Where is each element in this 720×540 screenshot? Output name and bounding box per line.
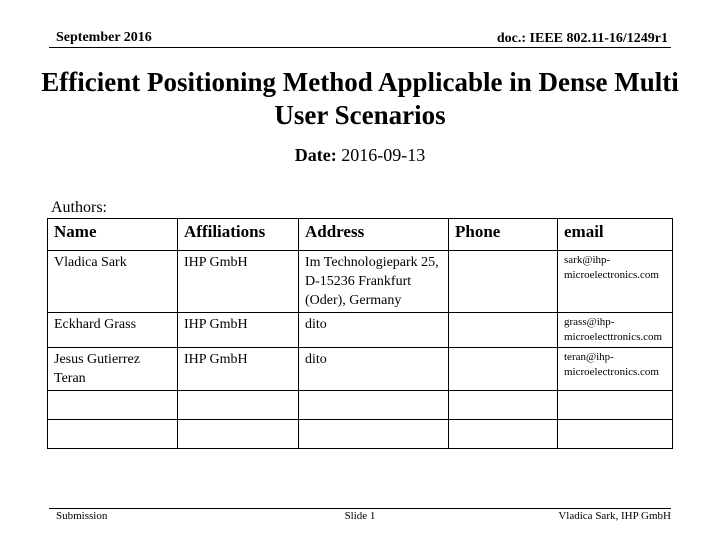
cell-name (48, 391, 178, 420)
cell-phone (449, 251, 558, 313)
cell-email (558, 391, 673, 420)
cell-email: grass@ihp-microelecttronics.com (558, 313, 673, 348)
header-phone: Phone (449, 219, 558, 251)
cell-address: dito (299, 313, 449, 348)
cell-name: Eckhard Grass (48, 313, 178, 348)
cell-affiliation: IHP GmbH (178, 251, 299, 313)
footer-submission: Submission (56, 510, 108, 522)
cell-name: Jesus Gutierrez Teran (48, 348, 178, 391)
header-date: September 2016 (56, 30, 152, 45)
cell-affiliation (178, 420, 299, 449)
date-line (0, 145, 720, 166)
header-divider (49, 47, 671, 48)
cell-email: teran@ihp-microelectronics.com (558, 348, 673, 391)
cell-address (299, 420, 449, 449)
header-doc-id: doc.: IEEE 802.11-16/1249r1 (496, 31, 668, 46)
cell-address: dito (299, 348, 449, 391)
header-name: Name (48, 219, 178, 251)
table-row (48, 313, 673, 348)
cell-name: Vladica Sark (48, 251, 178, 313)
cell-email (558, 420, 673, 449)
footer-author: Vladica Sark, IHP GmbH (558, 510, 671, 522)
header-affiliations: Affiliations (178, 219, 299, 251)
footer-divider (49, 508, 671, 509)
table-row-empty (48, 391, 673, 420)
footer-slide-number: Slide 1 (344, 510, 376, 522)
header-email: email (558, 219, 673, 251)
table-header-row (48, 219, 673, 251)
cell-affiliation: IHP GmbH (178, 348, 299, 391)
authors-table (47, 218, 673, 449)
date-value: 2016-09-13 (341, 145, 426, 165)
cell-email: sark@ihp-microelectronics.com (558, 251, 673, 313)
header-address: Address (299, 219, 449, 251)
cell-name (48, 420, 178, 449)
table-row (48, 348, 673, 391)
cell-phone (449, 348, 558, 391)
cell-affiliation: IHP GmbH (178, 313, 299, 348)
authors-label: Authors: (51, 199, 107, 216)
table-row-empty (48, 420, 673, 449)
cell-phone (449, 391, 558, 420)
date-label: Date: (294, 145, 337, 165)
cell-address (299, 391, 449, 420)
cell-phone (449, 420, 558, 449)
table-row (48, 251, 673, 313)
slide-title: Efficient Positioning Method Applicable in Dense Multi User Scenarios (41, 67, 679, 130)
cell-phone (449, 313, 558, 348)
cell-affiliation (178, 391, 299, 420)
cell-address: Im Technologiepark 25, D-15236 Frankfurt (Oder), Germany (299, 251, 449, 313)
